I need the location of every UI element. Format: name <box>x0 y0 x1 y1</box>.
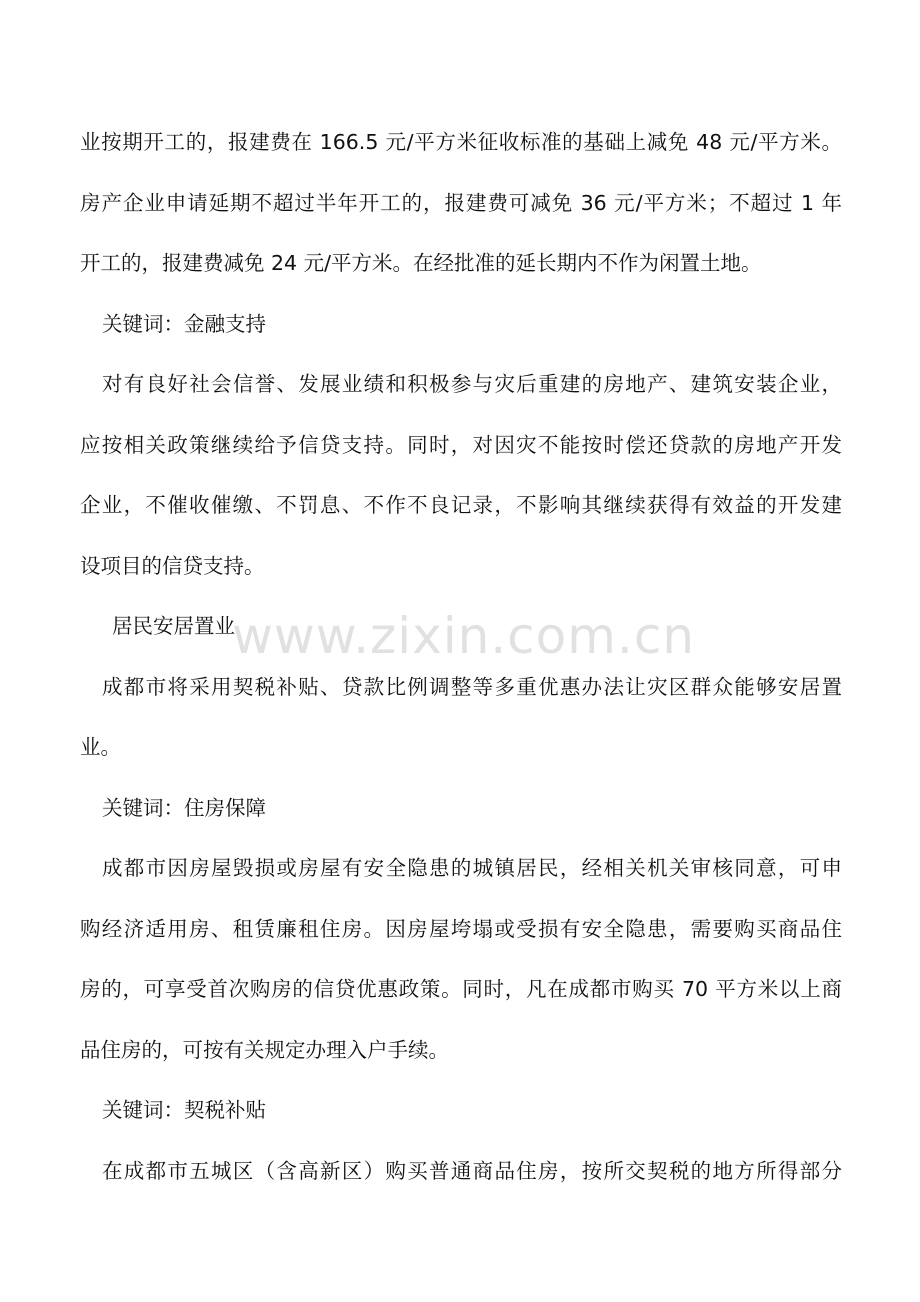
text-line: 业按期开工的，报建费在 166.5 元/平方米征收标准的基础上减免 48 元/平方米。 <box>80 130 842 154</box>
text-line: 企业，不催收催缴、不罚息、不作不良记录，不影响其继续获得有效益的开发建 <box>80 493 842 517</box>
keyword-heading: 关键词：契税补贴 <box>102 1098 266 1122</box>
keyword-heading: 关键词：住房保障 <box>102 796 266 820</box>
text-line: 在成都市五城区（含高新区）购买普通商品住房，按所交契税的地方所得部分 <box>102 1159 842 1183</box>
text-line: 业。 <box>80 735 121 759</box>
text-line: 成都市因房屋毁损或房屋有安全隐患的城镇居民，经相关机关审核同意，可申 <box>102 856 842 880</box>
text-line: 品住房的，可按有关规定办理入户手续。 <box>80 1038 449 1062</box>
section-heading: 居民安居置业 <box>112 614 235 638</box>
text-line: 购经济适用房、租赁廉租住房。因房屋垮塌或受损有安全隐患，需要购买商品住 <box>80 917 842 941</box>
text-line: 房的，可享受首次购房的信贷优惠政策。同时，凡在成都市购买 70 平方米以上商 <box>80 977 842 1001</box>
text-line: 房产企业申请延期不超过半年开工的，报建费可减免 36 元/平方米；不超过 1 年 <box>80 191 842 215</box>
text-line: 设项目的信贷支持。 <box>80 554 265 578</box>
text-line: 应按相关政策继续给予信贷支持。同时，对因灾不能按时偿还贷款的房地产开发 <box>80 433 842 457</box>
text-line: 对有良好社会信誉、发展业绩和积极参与灾后重建的房地产、建筑安装企业， <box>102 372 842 396</box>
watermark: www.zixin.com.cn <box>232 607 696 665</box>
text-line: 开工的，报建费减免 24 元/平方米。在经批准的延长期内不作为闲置土地。 <box>80 251 762 275</box>
keyword-heading: 关键词：金融支持 <box>102 312 266 336</box>
text-line: 成都市将采用契税补贴、贷款比例调整等多重优惠办法让灾区群众能够安居置 <box>102 675 842 699</box>
